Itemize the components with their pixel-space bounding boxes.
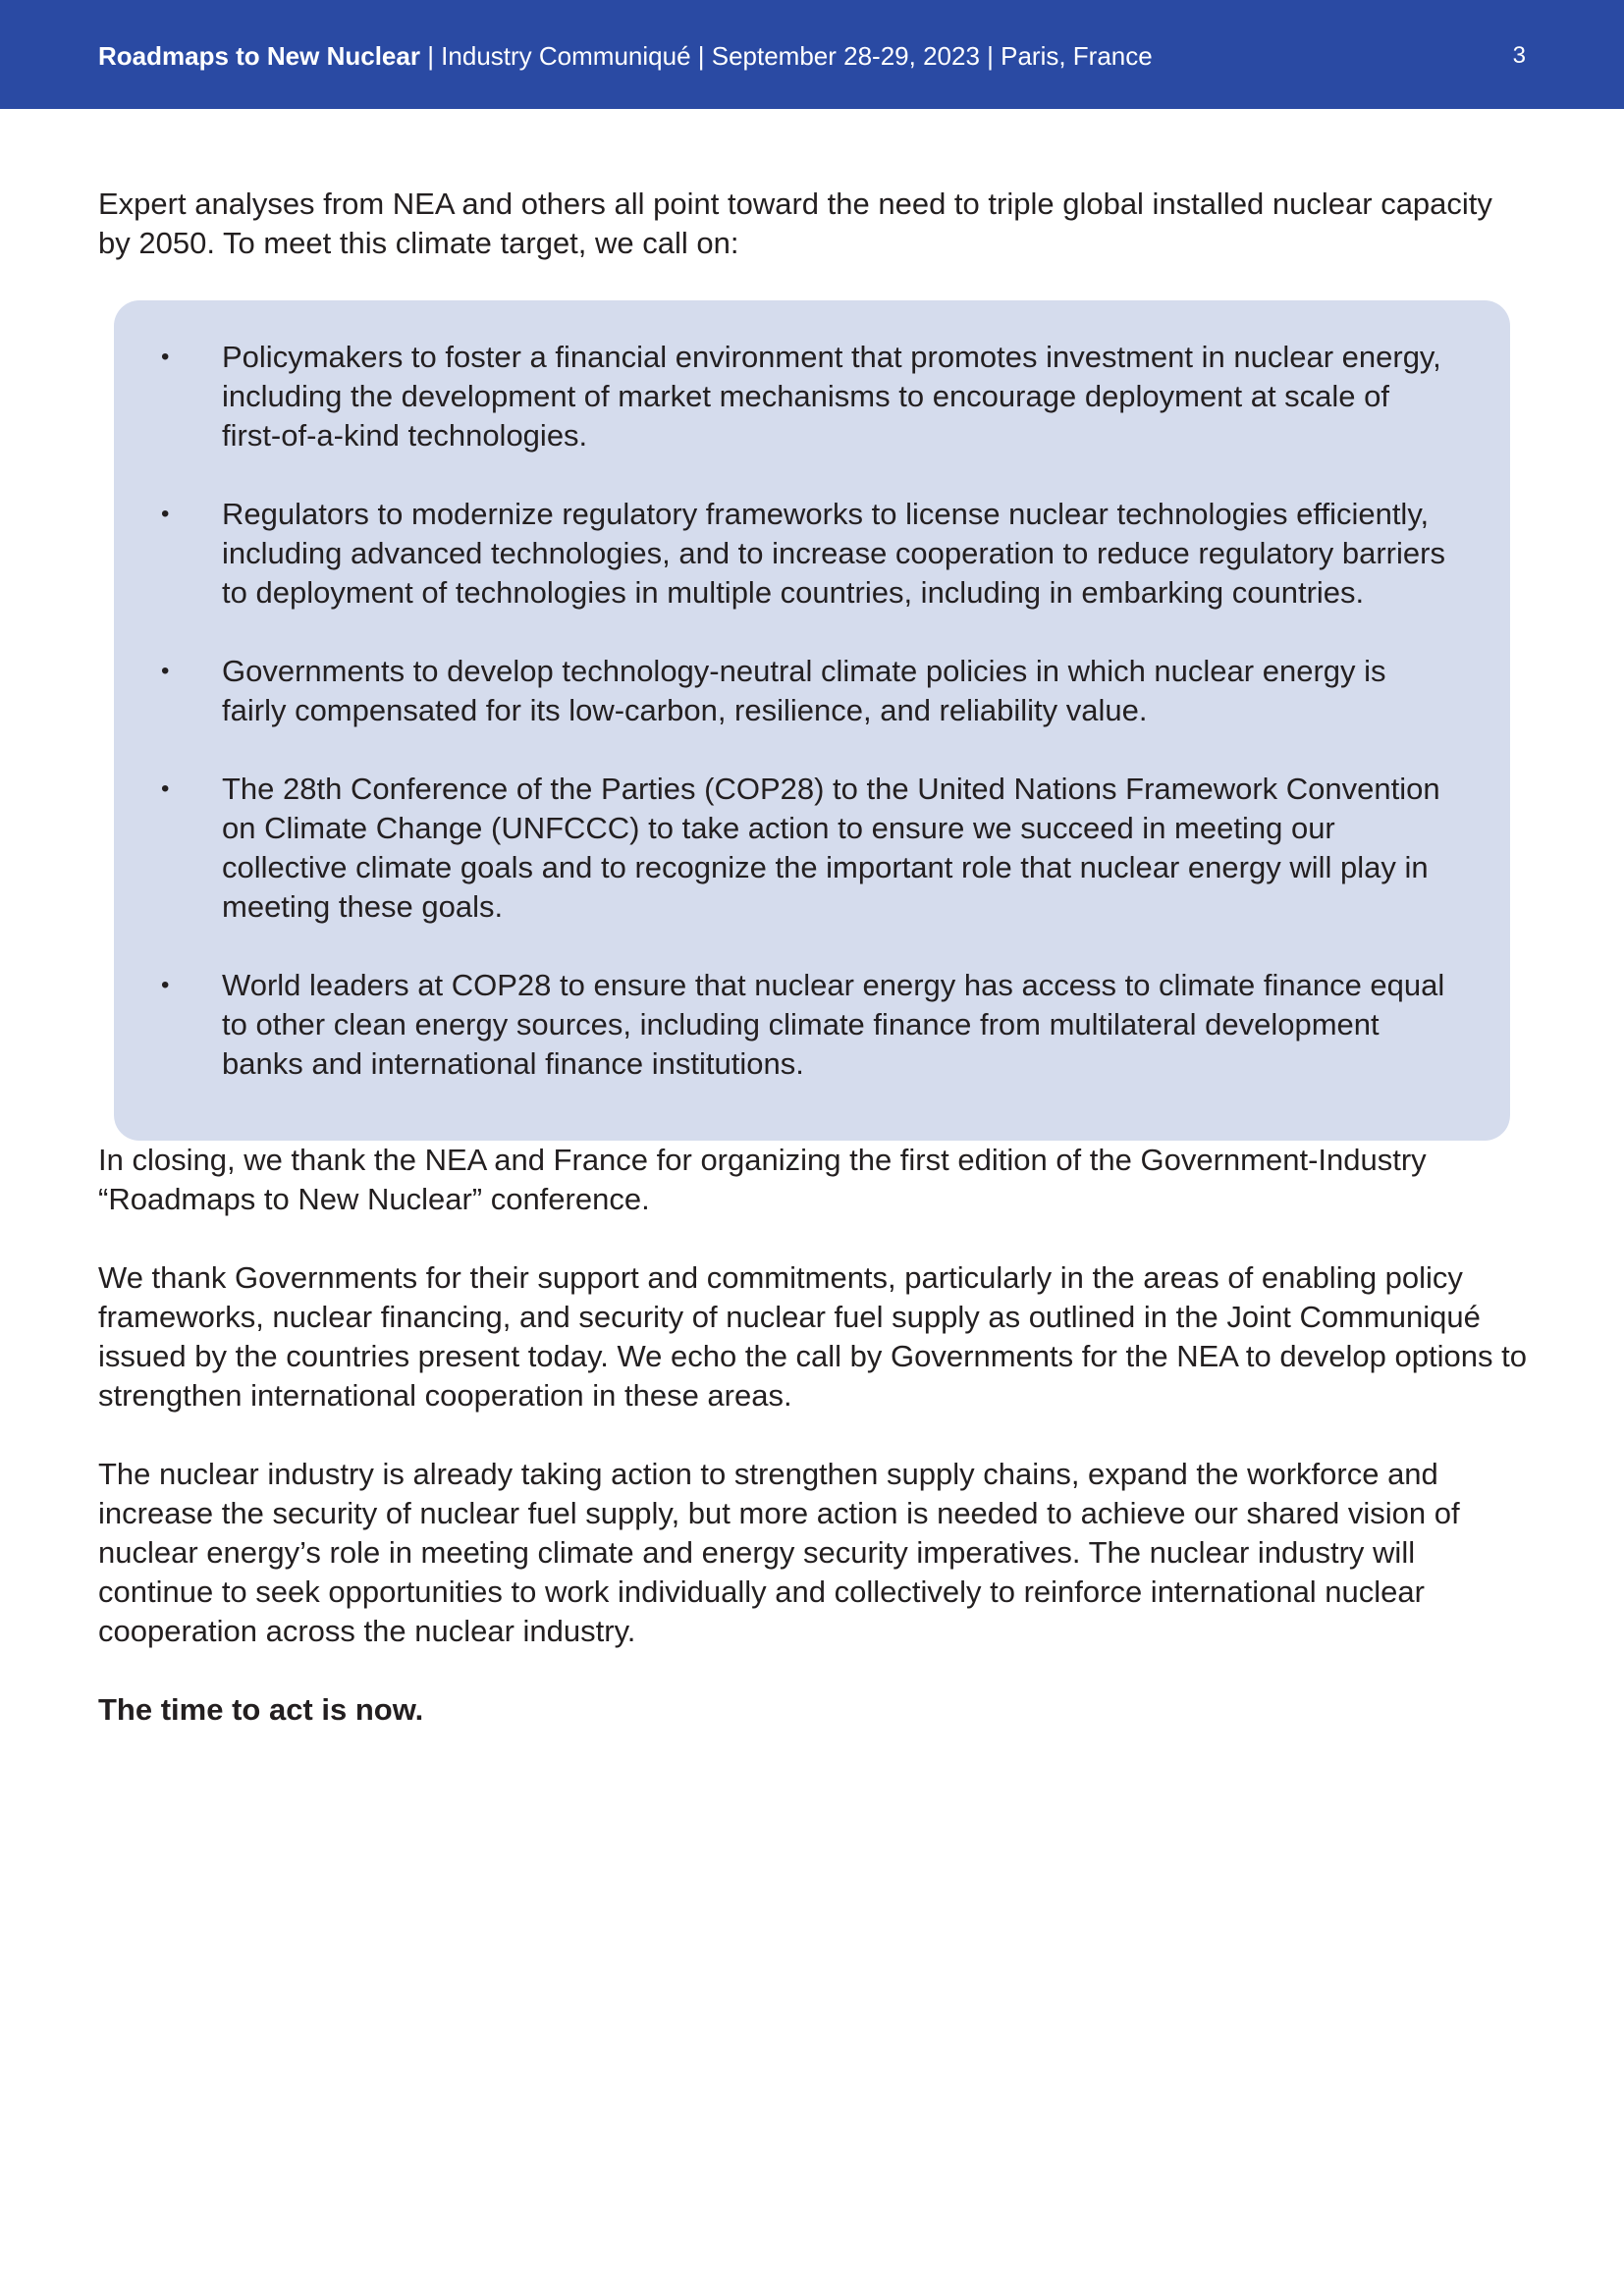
final-statement: The time to act is now. (98, 1692, 424, 1727)
header-title: Roadmaps to New Nuclear (98, 41, 420, 71)
closing-paragraph: In closing, we thank the NEA and France for organizing the first edition of the Government-Industry “Roadmaps to New Nuclear” conference. (98, 1143, 1427, 1216)
list-item-text: Governments to develop technology-neutral climate policies in which nuclear energy is fairly compensated for its low-carbon, resilience, and reliability value. (222, 654, 1386, 727)
list-item-text: World leaders at COP28 to ensure that nuclear energy has access to climate finance equal to other clean energy sources, including climate finance from multilateral development banks and international finance institutions. (222, 968, 1445, 1081)
thanks-paragraph: We thank Governments for their support and commitments, particularly in the areas of enabling policy frameworks, nuclear financing, and security of nuclear fuel supply as outlined in the Joint Communiqué issued by the countries present today. We echo the call by Governments for the NEA to develop options to strengthen international cooperation in these areas. (98, 1260, 1527, 1413)
call-to-action-list (161, 338, 1451, 1084)
list-item (161, 495, 1451, 613)
list-item (161, 652, 1451, 730)
page-body (98, 185, 1532, 1730)
list-item-text: Regulators to modernize regulatory frameworks to license nuclear technologies efficiently, including advanced technologies, and to increase cooperation to reduce regulatory barriers to deployment of technologies in multiple countries, including in embarking countries. (222, 497, 1445, 610)
industry-action-paragraph: The nuclear industry is already taking action to strengthen supply chains, expand the workforce and increase the security of nuclear fuel supply, but more action is needed to achieve our shared vision of nuclear energy’s role in meeting climate and energy security imperatives. The nuclear industry will continue to seek opportunities to work individually and collectively to reinforce international nuclear cooperation across the nuclear industry. (98, 1457, 1460, 1648)
page-number: 3 (1512, 42, 1526, 69)
list-item (161, 770, 1451, 927)
bullet-icon: • (161, 775, 170, 802)
bullet-icon: • (161, 344, 170, 370)
list-item (161, 966, 1451, 1084)
bullet-icon: • (161, 972, 170, 998)
list-item-text: Policymakers to foster a financial environment that promotes investment in nuclear energy, including the development of market mechanisms to encourage deployment at scale of first-of-a-kind technologies. (222, 340, 1441, 453)
running-header (98, 39, 1153, 73)
list-item-text: The 28th Conference of the Parties (COP28) to the United Nations Framework Convention on Climate Change (UNFCCC) to take action to ensure we succeed in meeting our collective climate goals and to recognize the important role that nuclear energy will play in meeting these goals. (222, 772, 1440, 924)
call-to-action-box (114, 300, 1510, 1141)
bullet-icon: • (161, 501, 170, 527)
bullet-icon: • (161, 658, 170, 684)
header-meta: | Industry Communiqué | September 28-29, 2023 | Paris, France (419, 41, 1153, 71)
list-item (161, 338, 1451, 455)
intro-paragraph: Expert analyses from NEA and others all point toward the need to triple global installed nuclear capacity by 2050. To meet this climate target, we call on: (98, 187, 1492, 260)
